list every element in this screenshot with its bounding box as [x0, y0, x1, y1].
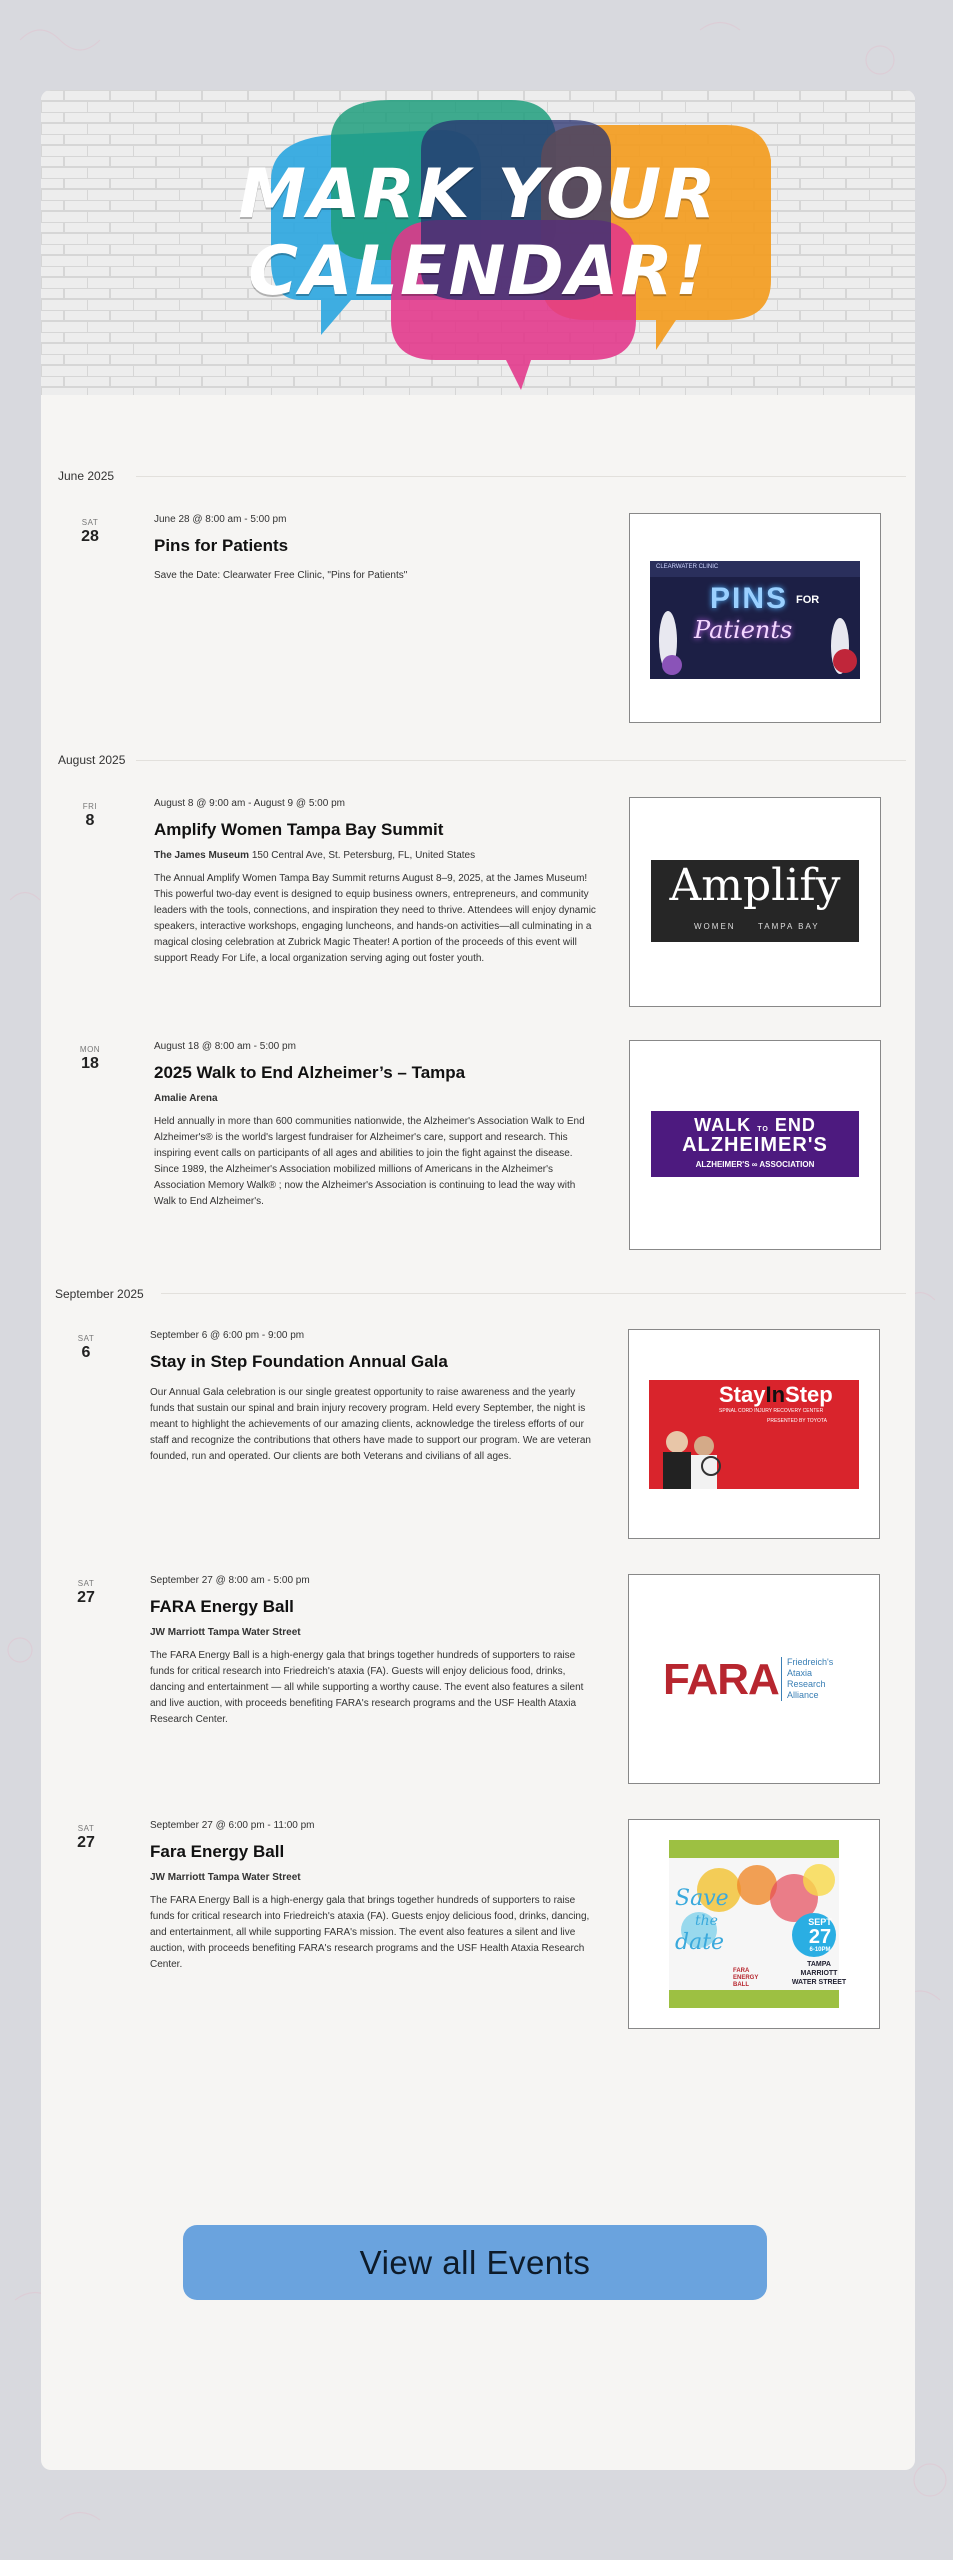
alz-association: ALZHEIMER'S ∞ ASSOCIATION — [695, 1160, 815, 1169]
alz-to: TO — [757, 1126, 769, 1133]
event-venue — [150, 1627, 301, 1638]
event-description: Held annually in more than 600 communities nationwide, the Alzheimer's Association Walk to End Alzheimer's® is the world's largest fundraiser for Alzheimer's care, support and research. This inspiring event calls on participants of all ages and abilities to join the fight against the disease. Since 1989, the Alzheimer's Association mobilized millions of Americans in the Alzheimer's Association Memory Walk® ; now the Alzheimer's Association is continuing to lead the way with Walk to End Alzheimer's. — [154, 1116, 585, 1207]
event-description: The Annual Amplify Women Tampa Bay Summit returns August 8–9, 2025, at the James Museum! This powerful two-day event is designed to equip business owners, entrepreneurs, and community leaders with the tools, connections, and inspiration they need to thrive. Attendees will enjoy dynamic speakers, interactive workshops, engaging luncheons, and hands-on activities—all culminating in a magical closing celebration at Zubrick Magic Theater! A portion of the proceeds of this event will support Ready For Life, a local organization serving aging out foster youth. — [154, 873, 596, 964]
event-venue — [154, 1093, 218, 1104]
amplify-sub2: TAMPA BAY — [758, 922, 820, 931]
event-day: 6 — [81, 1344, 91, 1361]
badge-day: 27 — [808, 1926, 832, 1948]
badge-month: SEPT — [808, 1917, 832, 1927]
pins-brand: CLEARWATER CLINIC — [656, 564, 719, 570]
event-day: 18 — [81, 1055, 99, 1072]
event-description: Our Annual Gala celebration is our single greatest opportunity to raise awareness and the yearly funds that sustain our spinal and brain injury recovery program. Held every September, the night is meant to highlight the achievements of our amazing clients, acknowledge the tireless efforts of our staff and recognize the contributions that others have made to support our program. We are veteran founded, run and operated. Our clients are both Veterans and civilians of all ages. — [150, 1387, 591, 1462]
alz-name: ALZHEIMER'S — [682, 1134, 828, 1156]
event-datetime: August 18 @ 8:00 am - 5:00 pm — [154, 1041, 296, 1052]
event-venue — [150, 1872, 301, 1883]
alz-end: END — [774, 1115, 816, 1135]
event-image[interactable] — [629, 1040, 881, 1250]
event-datetime: June 28 @ 8:00 am - 5:00 pm — [154, 514, 287, 525]
event-description: Save the Date: Clearwater Free Clinic, "Pins for Patients" — [154, 570, 408, 581]
the-word: the — [695, 1913, 718, 1929]
event-image[interactable] — [628, 1329, 880, 1539]
event-image[interactable] — [628, 1819, 880, 2029]
event-day: 8 — [85, 812, 95, 829]
event-day: 27 — [77, 1834, 95, 1851]
date-word: date — [675, 1930, 725, 1955]
event-title-link[interactable]: 2025 Walk to End Alzheimer’s – Tampa — [154, 1063, 466, 1082]
save-word: Save — [675, 1886, 729, 1911]
patients-word: Patients — [694, 616, 793, 644]
energy-ball-mini — [733, 1968, 758, 1989]
stay-tagline: SPINAL CORD INJURY RECOVERY CENTER — [719, 1408, 824, 1414]
eb3: BALL — [733, 1982, 749, 1988]
event-day: 27 — [77, 1589, 95, 1606]
month-divider — [136, 760, 906, 761]
stay-sponsor: PRESENTED BY TOYOTA — [767, 1418, 827, 1424]
amplify-sub1: WOMEN — [694, 922, 736, 931]
view-all-events-button[interactable]: View all Events — [183, 2225, 767, 2300]
save-the-date-text — [675, 1888, 729, 1954]
venue-l1: TAMPA — [807, 1961, 831, 1968]
hero-banner — [41, 90, 915, 395]
events-card — [41, 90, 915, 2470]
venue-name: JW Marriott Tampa Water Street — [150, 1627, 301, 1638]
amplify-word: Amplify — [669, 860, 841, 911]
fara-l3: Research — [787, 1679, 826, 1689]
hero-title-line2: CALENDAR! — [248, 232, 708, 311]
event-datetime: September 6 @ 6:00 pm - 9:00 pm — [150, 1330, 305, 1341]
venue-block — [789, 1960, 849, 1987]
date-badge — [797, 1917, 843, 1953]
event-image[interactable] — [628, 1574, 880, 1784]
fara-fullname — [787, 1657, 833, 1701]
in-word: In — [765, 1382, 786, 1407]
pins-for-word: FOR — [796, 594, 820, 606]
venue-l3: WATER STREET — [791, 1979, 847, 1986]
event-image[interactable] — [629, 797, 881, 1007]
event-day: 28 — [81, 528, 99, 545]
fara-l1: Friedreich's — [787, 1657, 834, 1667]
month-divider — [136, 476, 906, 477]
event-title-link[interactable]: Pins for Patients — [154, 536, 289, 555]
venue-name: JW Marriott Tampa Water Street — [150, 1872, 301, 1883]
event-weekday: SAT — [77, 1334, 95, 1343]
venue-name: The James Museum — [154, 850, 250, 861]
event-weekday: MON — [79, 1045, 101, 1054]
event-weekday: SAT — [77, 1579, 95, 1588]
fara-l2: Ataxia — [787, 1668, 813, 1678]
month-heading: August 2025 — [58, 753, 126, 767]
month-heading: September 2025 — [55, 1287, 144, 1301]
eb2: ENERGY — [733, 1975, 759, 1981]
event-weekday: FRI — [82, 802, 98, 811]
event-title-link[interactable]: FARA Energy Ball — [150, 1597, 294, 1616]
month-divider — [161, 1293, 906, 1294]
event-venue — [154, 850, 475, 861]
alz-walk-line — [651, 1115, 859, 1136]
alz-walk: WALK — [694, 1115, 752, 1135]
event-title-link[interactable]: Stay in Step Foundation Annual Gala — [150, 1352, 448, 1371]
event-title-link[interactable]: Amplify Women Tampa Bay Summit — [154, 820, 444, 839]
event-datetime: September 27 @ 6:00 pm - 11:00 pm — [150, 1820, 315, 1831]
event-datetime: August 8 @ 9:00 am - August 9 @ 5:00 pm — [154, 798, 345, 809]
venue-name: Amalie Arena — [154, 1093, 218, 1104]
step-word: Step — [785, 1382, 833, 1407]
hero-title-line1: MARK YOUR — [238, 155, 718, 234]
badge-time: 6-10PM — [809, 1947, 831, 1953]
eb1: FARA — [733, 1968, 750, 1974]
venue-address: 150 Central Ave, St. Petersburg, FL, United States — [251, 850, 476, 861]
event-description: The FARA Energy Ball is a high-energy gala that brings together hundreds of supporters to raise funds for critical research into Friedreich's ataxia (FA). Guests will enjoy delicious food, drinks, dancing and entertainment — all while supporting a worthy cause. The event also features a silent and live auction, with proceeds benefiting FARA's research programs and the USF Health Ataxia Research Center. — [150, 1650, 584, 1725]
event-title-link[interactable]: Fara Energy Ball — [150, 1842, 285, 1861]
event-description: The FARA Energy Ball is a high-energy gala that brings together hundreds of supporters to raise funds for critical research into Friedreich's ataxia (FA). Guests enjoy delicious food, drinks, dancing, and entertainment, all while supporting FARA's mission. The event also features a silent and live auction, with proceeds benefiting FARA's research programs and the USF Health Ataxia Research Center. — [150, 1895, 590, 1970]
fara-word: FARA — [663, 1655, 779, 1704]
event-datetime: September 27 @ 8:00 am - 5:00 pm — [150, 1575, 310, 1586]
fara-divider — [781, 1657, 782, 1701]
pins-word: PINS — [710, 582, 789, 615]
event-image[interactable] — [629, 513, 881, 723]
stay-in-step-logo — [719, 1382, 833, 1408]
fara-l4: Alliance — [787, 1690, 819, 1700]
event-weekday: SAT — [81, 518, 99, 527]
stay-word: Stay — [719, 1382, 766, 1407]
event-weekday: SAT — [77, 1824, 95, 1833]
month-heading: June 2025 — [58, 469, 115, 483]
venue-l2: MARRIOTT — [800, 1970, 838, 1977]
